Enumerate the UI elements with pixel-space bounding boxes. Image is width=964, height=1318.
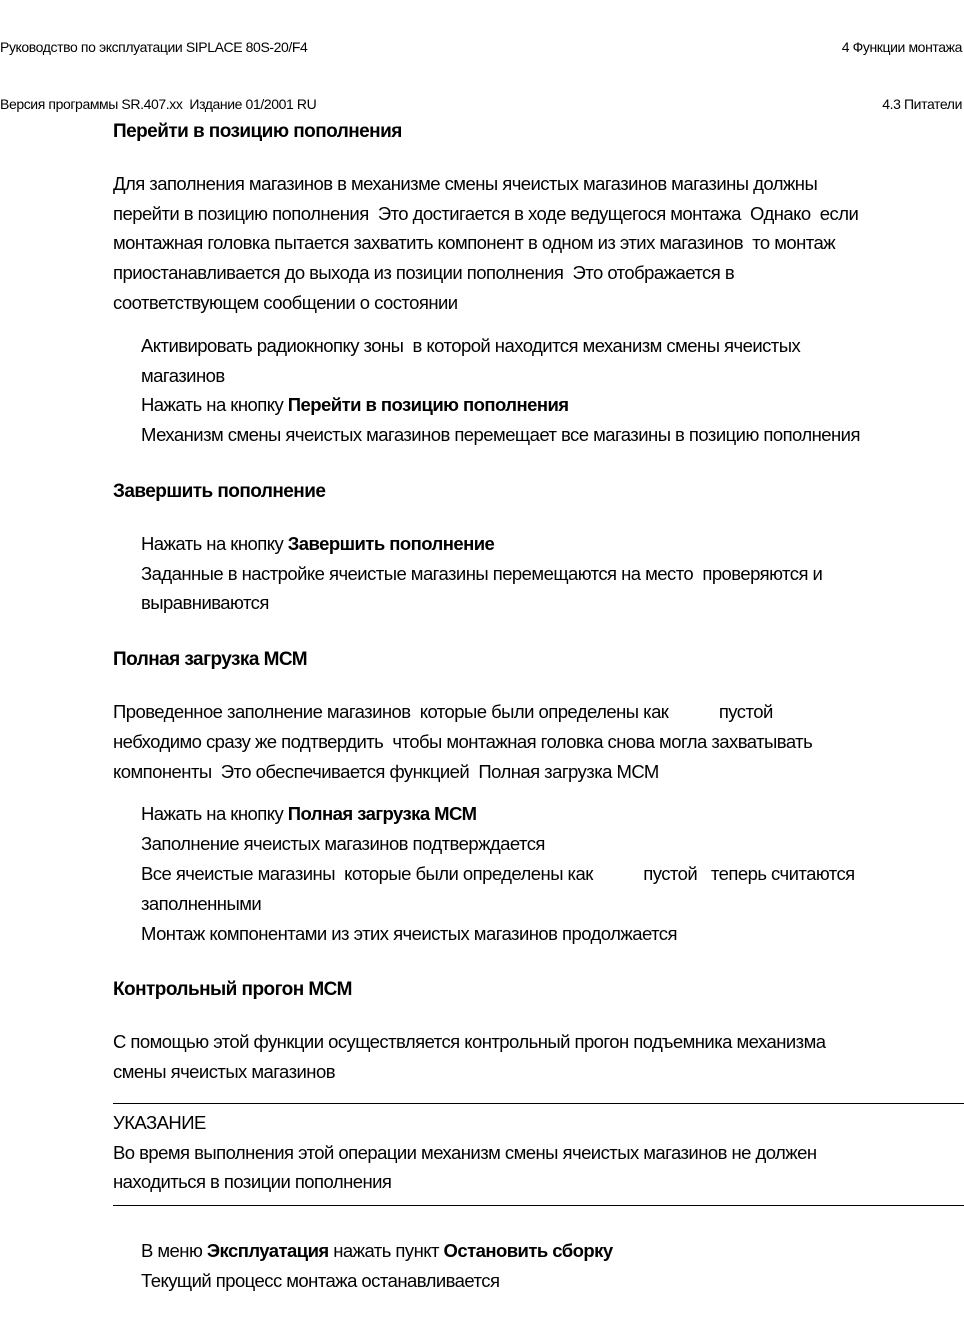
bold-text: Полная загрузка МСМ [113, 649, 308, 671]
text-line [113, 288, 964, 318]
text-line [113, 1108, 964, 1138]
step-list [113, 799, 964, 948]
text-segment: Монтаж компонентами из этих ячеистых магазинов продолжается [141, 922, 677, 944]
document-body [113, 117, 964, 1296]
text-line [113, 559, 964, 589]
heading-text [113, 975, 964, 1005]
chapter-title: 4 Функции монтажа [841, 39, 962, 55]
text-segment: перейти в позицию пополнения Это достигается в ходе ведущегося монтажа Однако если [113, 202, 859, 224]
step-list [113, 1236, 964, 1296]
text-segment: С помощью этой функции осуществляется контрольный прогон подъемника механизма [113, 1031, 826, 1053]
text-line [113, 258, 964, 288]
text-line [113, 919, 964, 949]
heading-text [113, 477, 964, 507]
text-segment: Проведенное заполнение магазинов которые были определены как пустой [113, 700, 773, 722]
text-segment: Нажать на кнопку [141, 803, 288, 825]
text-segment: Нажать на кнопку [141, 394, 288, 416]
paragraph [113, 169, 964, 318]
text-segment: магазинов [141, 364, 225, 386]
text-segment: монтажная головка пытается захватить компонент в одном из этих магазинов то монтаж [113, 232, 836, 254]
text-line [113, 889, 964, 919]
bold-text: Контрольный прогон МСМ [113, 979, 352, 1001]
text-line [113, 1138, 964, 1168]
section-heading [113, 645, 964, 675]
text-segment: Активировать радиокнопку зоны в которой находится механизм смены ячеистых [141, 334, 801, 356]
section-heading [113, 117, 964, 147]
section-heading [113, 975, 964, 1005]
header-left [0, 0, 316, 133]
text-line [113, 1027, 964, 1057]
text-line [113, 1057, 964, 1087]
text-line [113, 1236, 964, 1266]
note-box [113, 1103, 964, 1206]
text-line [113, 1266, 964, 1296]
text-segment: выравниваются [141, 592, 269, 614]
paragraph [113, 697, 964, 786]
text-segment: компоненты Это обеспечивается функцией Полная загрузка МСМ [113, 760, 659, 782]
text-segment: В меню [141, 1240, 207, 1262]
manual-title: Руководство по эксплуатации SIPLACE 80S-20/F4 [0, 39, 308, 55]
text-line [113, 199, 964, 229]
bold-text: Завершить пополнение [287, 532, 495, 554]
text-line [113, 420, 964, 450]
text-segment: УКАЗАНИЕ [113, 1111, 206, 1133]
step-list [113, 529, 964, 618]
step-list [113, 331, 964, 450]
text-segment: небходимо сразу же подтвердить чтобы монтажная головка снова могла захватывать [113, 730, 813, 752]
text-segment: смены ячеистых магазинов [113, 1060, 335, 1082]
text-line [113, 331, 964, 361]
text-line [113, 829, 964, 859]
text-line [113, 757, 964, 787]
text-segment: Для заполнения магазинов в механизме смены ячеистых магазинов магазины должны [113, 172, 818, 194]
text-segment: Заданные в настройке ячеистые магазины перемещаются на место проверяются и [141, 562, 823, 584]
text-line [113, 361, 964, 391]
text-line [113, 1167, 964, 1197]
heading-text [113, 117, 964, 147]
text-segment: нажать пункт [328, 1240, 444, 1262]
text-segment: Все ячеистые магазины которые были определены как пустой теперь считаются [141, 862, 855, 884]
version-edition: Версия программы SR.407.xx Издание 01/2001 RU [0, 96, 317, 112]
text-segment: Во время выполнения этой операции механизм смены ячеистых магазинов не должен [113, 1141, 817, 1163]
section-title: 4.3 Питатели [882, 96, 962, 112]
text-line [113, 727, 964, 757]
text-segment: находиться в позиции пополнения [113, 1171, 392, 1193]
bold-text: Эксплуатация [206, 1240, 329, 1262]
text-line [113, 859, 964, 889]
text-line [113, 169, 964, 199]
bold-text: Полная загрузка МСМ [287, 803, 477, 825]
text-line [113, 228, 964, 258]
divider [113, 1205, 964, 1206]
bold-text: Перейти в позицию пополнения [287, 394, 569, 416]
text-segment: Текущий процесс монтажа останавливается [141, 1269, 500, 1291]
text-line [113, 799, 964, 829]
heading-text [113, 645, 964, 675]
bold-text: Перейти в позицию пополнения [113, 121, 402, 142]
text-line [113, 697, 964, 727]
text-segment: Заполнение ячеистых магазинов подтверждается [141, 833, 545, 855]
divider [113, 1103, 964, 1104]
bold-text: Остановить сборку [443, 1240, 613, 1262]
text-segment: Нажать на кнопку [141, 532, 288, 554]
paragraph [113, 1027, 964, 1087]
text-segment: заполненными [141, 892, 262, 914]
header-right [842, 0, 962, 133]
bold-text: Завершить пополнение [113, 480, 326, 502]
text-segment: соответствующем сообщении о состоянии [113, 291, 458, 313]
section-heading [113, 477, 964, 507]
text-segment: приостанавливается до выхода из позиции пополнения Это отображается в [113, 262, 735, 284]
text-line [113, 588, 964, 618]
text-line [113, 529, 964, 559]
text-line [113, 390, 964, 420]
text-segment: Механизм смены ячеистых магазинов перемещает все магазины в позицию пополнения [141, 424, 860, 446]
